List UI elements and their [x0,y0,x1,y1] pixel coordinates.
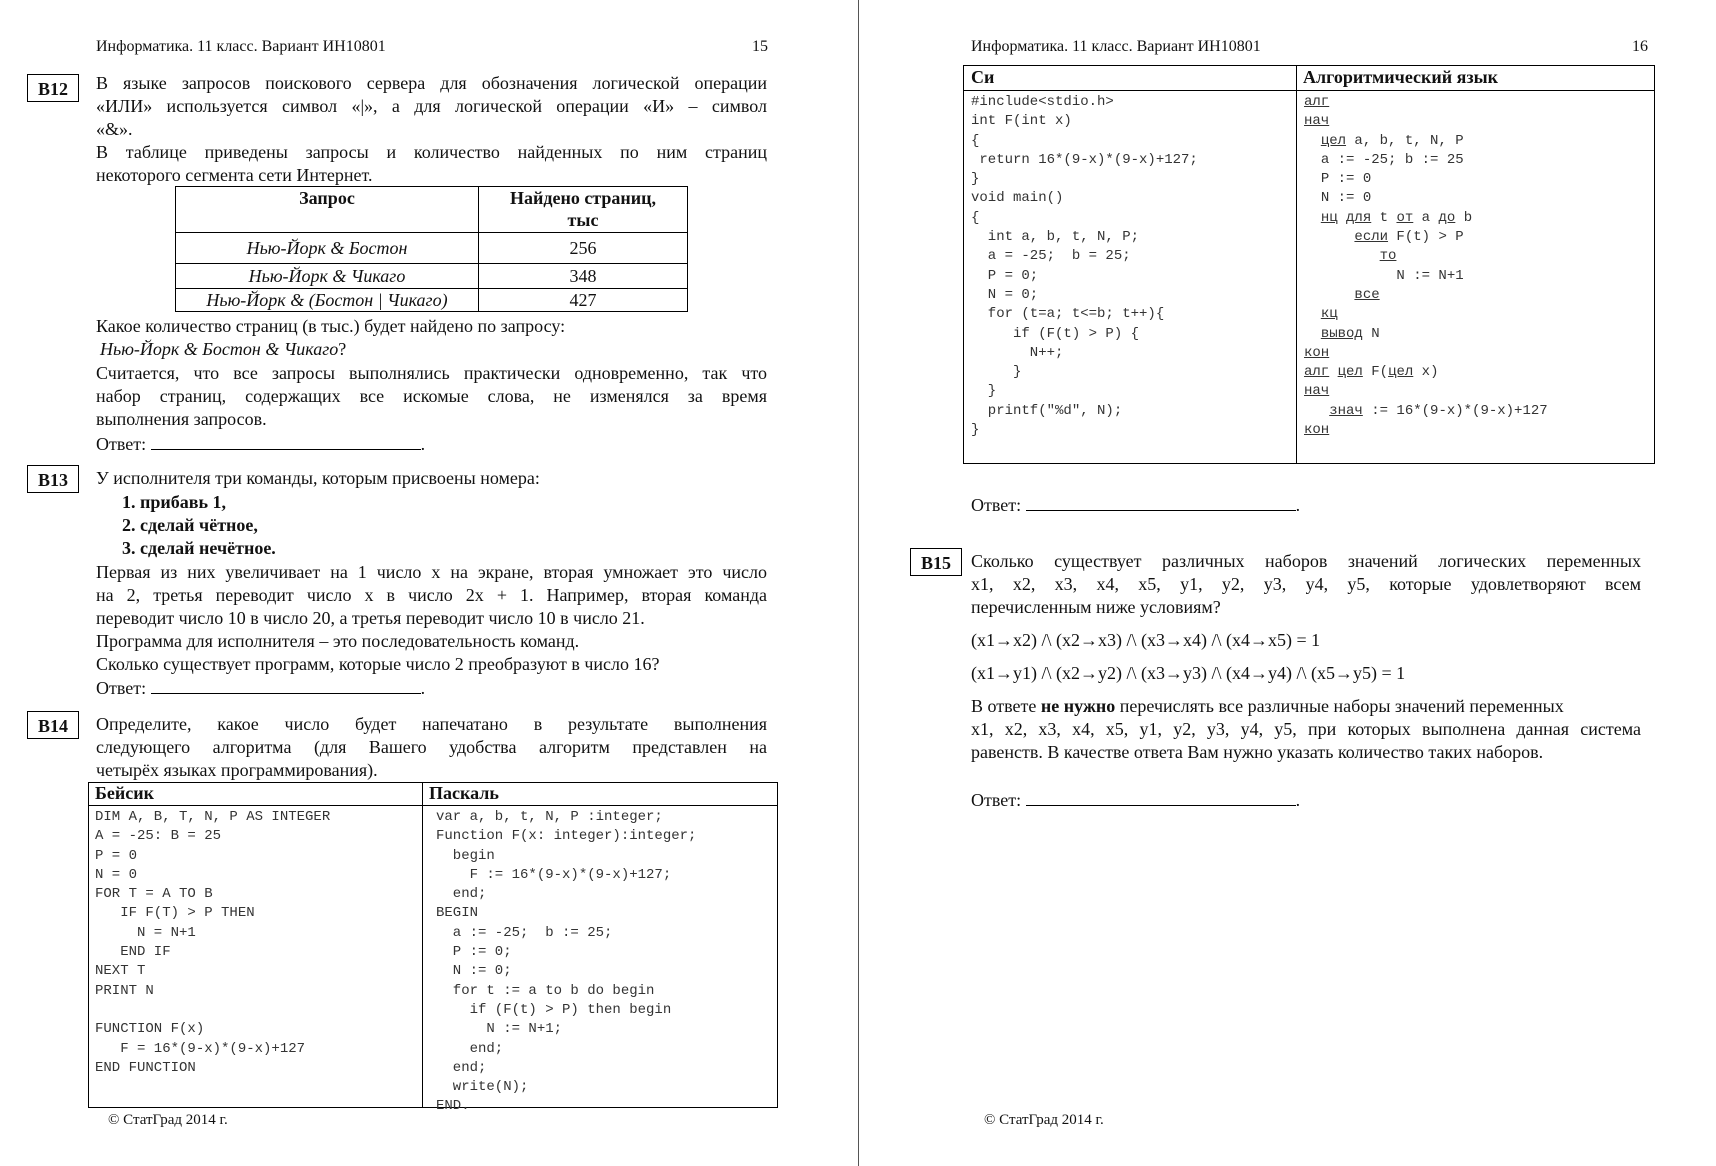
alg-kw: вывод [1320,325,1363,342]
alg-text: F( [1362,364,1389,381]
alg-title: Алгоритмический язык [1303,67,1499,87]
b15-line2: x1, x2, x3, x4, x5, y1, y2, y3, y4, y5, которые удовлетворяют всем [971,574,1641,594]
right-page [862,0,1716,1166]
header-title: Информатика. 11 класс. Вариант ИН10801 [96,38,386,55]
page-divider [858,0,859,1166]
task-label-b12: B12 [27,74,79,102]
pascal-title: Паскаль [429,783,499,803]
alg-text: N [1362,325,1380,342]
alg-kw: алг [1304,94,1330,110]
b12-p3-line3: выполнения запросов. [96,409,267,429]
b12-question: Какое количество страниц (в тыс.) будет найдено по запросу: [96,316,566,336]
alg-kw: знач [1329,402,1363,419]
page-number: 16 [1632,38,1648,55]
count-cell: 427 [479,289,688,312]
code-table-rule [88,805,778,806]
task-label-b15: B15 [910,548,962,576]
alg-kw: цел [1337,364,1363,381]
command-item: 1. прибавь 1, [122,492,226,512]
b15-p-line1 [971,695,1641,718]
b15-p-start: В ответе [971,696,1041,716]
alg-code [1304,93,1548,440]
col-query-header: Запрос [176,187,479,233]
c-title: Си [971,67,995,87]
answer-blank[interactable] [1026,496,1296,511]
alg-text: F(t) > P [1388,229,1464,246]
alg-kw: от [1396,209,1414,226]
code-table-col-rule [422,782,423,1108]
b12-p2-line1: В таблице приведены запросы и количество найденных по ним страниц [96,142,767,162]
answer-label: Ответ: [96,678,147,698]
alg-kw: кон [1304,422,1330,439]
alg-text: a, b, t, N, P [1346,132,1464,149]
alg-kw: алг [1304,364,1330,381]
alg-text: x) [1413,364,1439,381]
b15-line3: перечисленным ниже условиям? [971,597,1221,617]
code-table-rule [963,90,1655,91]
b13-answer: Ответ: . [96,678,426,698]
query-cell: Нью-Йорк & Бостон [176,233,479,264]
alg-text: a := -25; b := 25 [1320,151,1464,168]
query-table [175,186,688,312]
b15-p-line2: x1, x2, x3, x4, x5, y1, y2, y3, y4, y5, при которых выполнена данная система [971,719,1641,739]
alg-kw: то [1379,248,1397,265]
b13-p-line5: Сколько существует программ, которые число 2 преобразуют в число 16? [96,654,660,674]
b14-line3: четырёх языках программирования). [96,760,378,780]
table-row [176,289,688,312]
b13-p-line2: на 2, третья переводит число x в число 2x + 1. Например, вторая команда [96,585,767,605]
header-title: Информатика. 11 класс. Вариант ИН10801 [971,38,1261,55]
b12-p1-line2: «ИЛИ» используется символ «|», а для логической операции «И» – символ [96,96,767,116]
b12-p2-line2: некоторого сегмента сети Интернет. [96,165,373,185]
count-cell: 348 [479,264,688,289]
b15-p-bold: не нужно [1040,696,1116,716]
b12-query: Нью-Йорк & Бостон & Чикаго [100,339,339,359]
b14-line2: следующего алгоритма (для Вашего удобства алгоритм представлен на [96,737,767,757]
col-count-header-b: тыс [567,210,599,230]
alg-text: b [1455,209,1473,226]
b13-intro: У исполнителя три команды, которым присвоены номера: [96,468,540,488]
b12-query-line [100,338,346,361]
b15-line1: Сколько существует различных наборов значений логических переменных [971,551,1641,571]
code-table-col-rule [1296,65,1297,464]
alg-kw: нц [1320,209,1338,226]
query-cell: Нью-Йорк & (Бостон | Чикаго) [176,289,479,312]
answer-blank[interactable] [1026,791,1296,806]
alg-kw: если [1354,229,1389,246]
basic-title: Бейсик [95,783,154,803]
table-row [176,233,688,264]
alg-text: t [1371,209,1397,226]
alg-kw: кц [1320,306,1338,323]
c-code: #include<stdio.h> int F(int x) { return 16*(9-x)*(9-x)+127; } void main() { int a, b, t, N, P; a = -25; b = 25; P = 0; N = 0; for (t=a; t<=b; t++){ if (F(t) > P) { N++; } } printf("%d", N); } [971,94,1198,439]
alg-kw: нач [1304,113,1330,130]
alg-kw: нач [1304,383,1330,400]
alg-kw: цел [1388,364,1414,381]
b12-answer: Ответ: . [96,434,426,454]
alg-text: P := 0 [1320,171,1372,188]
b15-p-rest: перечислять все различные наборы значений переменных [1115,696,1564,716]
col-count-header [479,187,688,233]
answer-label: Ответ: [971,790,1022,810]
query-cell: Нью-Йорк & Чикаго [176,264,479,289]
col-count-header-a: Найдено страниц, [509,188,656,208]
task-label-b14: B14 [27,711,79,739]
b12-p1-line1: В языке запросов поискового сервера для обозначения логической операции [96,73,767,93]
command-item: 2. сделай чётное, [122,515,258,535]
answer-label: Ответ: [971,495,1022,515]
alg-kw: кон [1304,344,1330,361]
command-list [122,491,276,560]
page-number: 15 [752,38,768,55]
b15-p-line3: равенств. В качестве ответа Вам нужно указать количество таких наборов. [971,742,1544,762]
answer-label: Ответ: [96,434,147,454]
b13-p-line3: переводит число 10 в число 20, а третья переводит число 10 в число 21. [96,608,645,628]
task-label-b13: B13 [27,465,79,493]
b13-p-line1: Первая из них увеличивает на 1 число x на экране, вторая умножает это число [96,562,767,582]
b12-p3-line2: набор страниц, содержащих все искомые слова, не изменялся за время [96,386,767,406]
b12-p3-line1: Считается, что все запросы выполнялись практически одновременно, так что [96,363,767,383]
b12-query-end: ? [338,339,347,359]
alg-text: N := N+1 [1396,267,1464,284]
basic-code: DIM A, B, T, N, P AS INTEGER A = -25: B = 25 P = 0 N = 0 FOR T = A TO B IF F(T) > P THEN N = N+1 END IF NEXT T PRINT N FUNCTION F(x) F = 16*(9-x)*(9-x)+127 END FUNCTION [95,809,331,1076]
alg-kw: все [1354,286,1380,303]
alg-kw: до [1438,209,1456,226]
b14-line1: Определите, какое число будет напечатано в результате выполнения [96,714,767,734]
count-cell: 256 [479,233,688,264]
command-item: 3. сделай нечётное. [122,538,276,558]
table-row [176,264,688,289]
answer-blank[interactable] [151,679,421,694]
b12-p1-line3: «&». [96,119,133,139]
b15-eq2: (x1→y1) /\ (x2→y2) /\ (x3→y3) /\ (x4→y4) /\ (x5→y5) = 1 [971,663,1406,683]
alg-text: := 16*(9-x)*(9-x)+127 [1362,402,1548,419]
b14-answer: Ответ: . [971,495,1301,515]
footer-copyright: © СтатГрад 2014 г. [984,1112,1104,1128]
alg-kw: для [1346,209,1372,226]
b15-eq1: (x1→x2) /\ (x2→x3) /\ (x3→x4) /\ (x4→x5) = 1 [971,630,1321,650]
footer-copyright: © СтатГрад 2014 г. [108,1112,228,1128]
b13-p-line4: Программа для исполнителя – это последовательность команд. [96,631,580,651]
alg-text: a [1413,209,1439,226]
pascal-code: var a, b, t, N, P :integer; Function F(x: integer):integer; begin F := 16*(9-x)*(9-x)+127; end; BEGIN a := -25; b := 25; P := 0; N := 0; for t := a to b do begin if (F(t) > P) then begin N := N+1; end; end; write(N); END. [436,809,697,1115]
alg-kw: цел [1320,132,1347,149]
alg-text: N := 0 [1320,190,1372,207]
b15-answer: Ответ: . [971,790,1301,810]
answer-blank[interactable] [151,435,421,450]
